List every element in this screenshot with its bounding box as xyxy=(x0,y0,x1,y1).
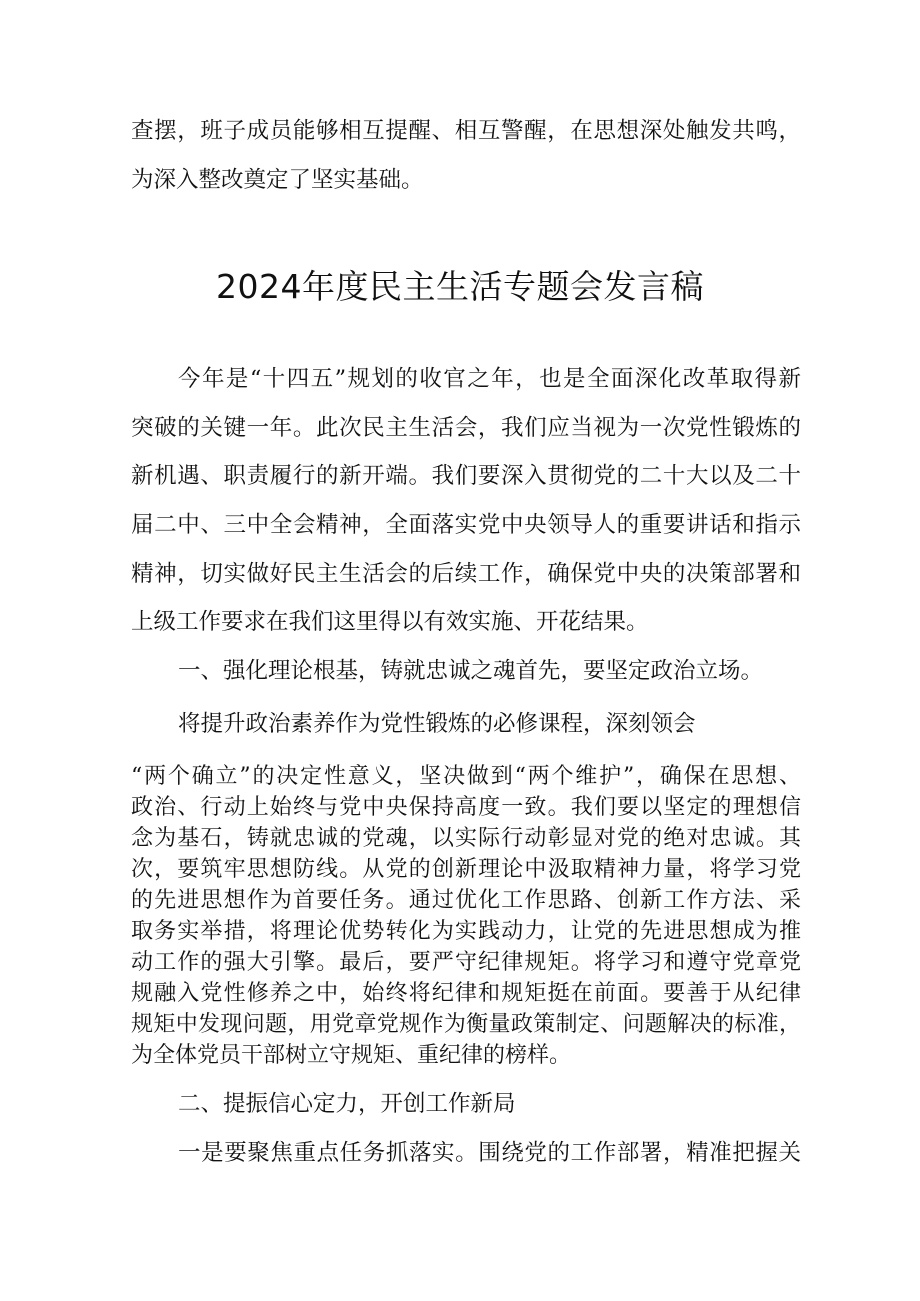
paragraph2-line-10: 为全体党员干部树立守规矩、重纪律的榜样。 xyxy=(131,1043,572,1068)
paragraph1-line-1: 今年是“十四五”规划的收官之年，也是全面深化改革取得新 xyxy=(178,366,801,392)
intro-line-1: 查摆，班子成员能够相互提醒、相互警醒，在思想深处触发共鸣， xyxy=(131,118,801,144)
paragraph2-first-line: 将提升政治素养作为党性锻炼的必修课程，深刻领会 xyxy=(178,711,696,737)
paragraph1-line-5: 精神，切实做好民主生活会的后续工作，确保党中央的决策部署和 xyxy=(131,561,801,587)
paragraph1-line-2: 突破的关键一年。此次民主生活会，我们应当视为一次党性锻炼的 xyxy=(131,415,801,441)
document-title: 2024年度民主生活专题会发言稿 xyxy=(216,267,704,306)
paragraph2-line-3: 念为基石，铸就忠诚的党魂，以实际行动彰显对党的绝对忠诚。其 xyxy=(131,826,801,851)
intro-line-2: 为深入整改奠定了坚实基础。 xyxy=(131,167,424,193)
paragraph1-line-6: 上级工作要求在我们这里得以有效实施、开花结果。 xyxy=(131,609,649,635)
paragraph2-line-4: 次，要筑牢思想防线。从党的创新理论中汲取精神力量，将学习党 xyxy=(131,857,801,882)
paragraph2-line-8: 规融入党性修养之中，始终将纪律和规矩挺在前面。要善于从纪律 xyxy=(131,981,801,1006)
paragraph2-line-1: “两个确立”的决定性意义，坚决做到“两个维护”，确保在思想、 xyxy=(131,764,801,789)
section1-heading: 一、强化理论根基，铸就忠诚之魂首先，要坚定政治立场。 xyxy=(178,658,764,684)
section2-heading: 二、提振信心定力，开创工作新局 xyxy=(178,1091,516,1117)
paragraph2-line-7: 动工作的强大引擎。最后，要严守纪律规矩。将学习和遵守党章党 xyxy=(131,950,801,975)
paragraph1-line-3: 新机遇、职责履行的新开端。我们要深入贯彻党的二十大以及二十 xyxy=(131,463,801,489)
paragraph2-line-6: 取务实举措，将理论优势转化为实践动力，让党的先进思想成为推 xyxy=(131,919,801,944)
paragraph3-first-line: 一是要聚焦重点任务抓落实。围绕党的工作部署，精准把握关 xyxy=(178,1140,801,1166)
paragraph1-line-4: 届二中、三中全会精神，全面落实党中央领导人的重要讲话和指示 xyxy=(131,512,801,538)
paragraph2-line-5: 的先进思想作为首要任务。通过优化工作思路、创新工作方法、采 xyxy=(131,888,801,913)
paragraph2-line-9: 规矩中发现问题，用党章党规作为衡量政策制定、问题解决的标准， xyxy=(131,1012,801,1037)
paragraph2-line-2: 政治、行动上始终与党中央保持高度一致。我们要以坚定的理想信 xyxy=(131,795,801,820)
